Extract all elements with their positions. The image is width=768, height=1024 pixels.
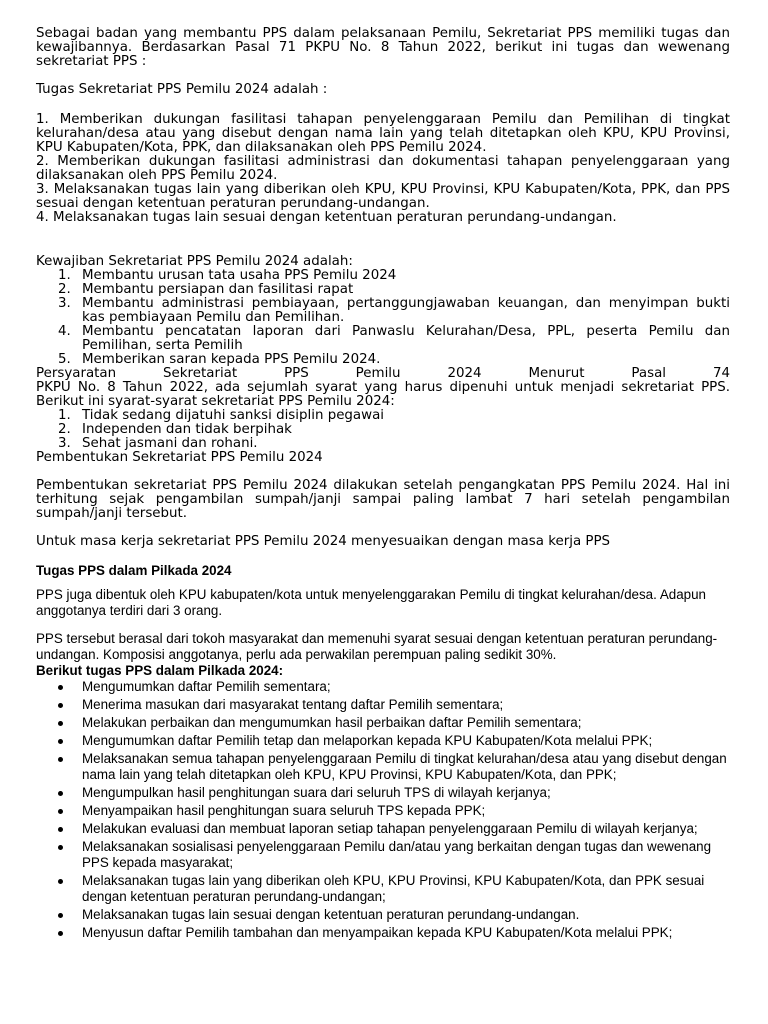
bullet-icon (58, 809, 63, 814)
pilkada-heading: Tugas PPS dalam Pilkada 2024 (36, 563, 232, 578)
bullet-icon (58, 685, 63, 690)
list-marker: 5. (58, 352, 71, 367)
list-marker: 2. (58, 282, 71, 297)
persyaratan-list (36, 409, 730, 451)
persyaratan-item (36, 437, 730, 451)
persyaratan-heading: Persyaratan Sekretariat PPS Pemilu 2024 Menurut Pasal 74 (36, 366, 730, 381)
tugas-item: 3. Melaksanakan tugas lain yang diberikan oleh KPU, KPU Provinsi, KPU Kabupaten/Kota, PPK, dan PPS sesuai dengan ketentuan peraturan perundang-undangan. (36, 182, 730, 211)
persyaratan-item (36, 423, 730, 437)
list-item (36, 697, 730, 713)
list-item-text: Melaksanakan sosialisasi penyelenggaraan Pemilu dan/atau yang berkaitan dengan tugas dan wewenang PPS kepada masyarakat; (82, 839, 712, 870)
list-item (36, 751, 730, 783)
list-item-text: Mengumumkan daftar Pemilih sementara; (82, 679, 331, 694)
tugas-heading: Tugas Sekretariat PPS Pemilu 2024 adalah : (36, 82, 328, 97)
bullet-icon (58, 845, 63, 850)
list-item (36, 715, 730, 731)
list-item-text: Membantu urusan tata usaha PPS Pemilu 2024 (82, 268, 397, 283)
list-marker: 2. (58, 422, 71, 437)
list-item-text: Melaksanakan semua tahapan penyelenggaraan Pemilu di tingkat kelurahan/desa atau yang disebut dengan nama lain yang telah ditetapkan oleh KPU, KPU Provinsi, KPU Kabupaten/Kota, dan PPK; (82, 751, 727, 782)
list-item-text: Menerima masukan dari masyarakat tentang daftar Pemilih sementara; (82, 697, 504, 712)
bullet-icon (58, 757, 63, 762)
kewajiban-item (36, 283, 730, 297)
list-item-text: Independen dan tidak berpihak (82, 422, 292, 437)
pilkada-list-heading: Berikut tugas PPS dalam Pilkada 2024: (36, 663, 284, 678)
list-item-text: Membantu administrasi pembiayaan, pertanggungjawaban keuangan, dan menyimpan bukti kas pembiayaan Pemilu dan Pemilihan. (82, 296, 730, 325)
bullet-icon (58, 931, 63, 936)
pilkada-list (36, 679, 730, 941)
pembentukan-paragraph: Pembentukan sekretariat PPS Pemilu 2024 dilakukan setelah pengangkatan PPS Pemilu 2024. Hal ini terhitung sejak pengambilan sumpah/janji sampai paling lambat 7 hari setelah pengambilan sumpah/janji tersebut. (36, 478, 730, 521)
list-item-text: Memberikan saran kepada PPS Pemilu 2024. (82, 352, 381, 367)
tugas-item: 4. Melaksanakan tugas lain sesuai dengan ketentuan peraturan perundang-undangan. (36, 210, 617, 225)
list-item-text: Sehat jasmani dan rohani. (82, 436, 258, 451)
tugas-item: 1. Memberikan dukungan fasilitasi tahapan penyelenggaraan Pemilu dan Pemilihan di tingkat kelurahan/desa atau yang disebut dengan nama lain yang telah ditetapkan oleh KPU, KPU Provinsi, KPU Kabupaten/Kota, PPK, dan dilaksanakan oleh PPS Pemilu 2024. (36, 112, 730, 155)
pembentukan-heading: Pembentukan Sekretariat PPS Pemilu 2024 (36, 450, 323, 465)
kewajiban-item (36, 269, 730, 283)
list-item-text: Melakukan perbaikan dan mengumumkan hasil perbaikan daftar Pemilih sementara; (82, 715, 582, 730)
tugas-list (36, 113, 730, 225)
list-item (36, 679, 730, 695)
list-item-text: Menyusun daftar Pemilih tambahan dan menyampaikan kepada KPU Kabupaten/Kota melalui PPK; (82, 925, 673, 940)
list-item-text: Tidak sedang dijatuhi sanksi disiplin pegawai (82, 408, 385, 423)
list-item (36, 925, 730, 941)
document-page (36, 27, 730, 943)
list-item-text: Menyampaikan hasil penghitungan suara seluruh TPS kepada PPK; (82, 803, 486, 818)
pilkada-paragraph-2: PPS tersebut berasal dari tokoh masyarakat dan memenuhi syarat sesuai dengan ketentuan peraturan perundang-undangan. Komposisi anggotanya, perlu ada perwakilan perempuan paling sedikit 30%. (36, 631, 718, 662)
list-item-text: Melakukan evaluasi dan membuat laporan setiap tahapan penyelenggaraan Pemilu di wilayah kerjanya; (82, 821, 698, 836)
bullet-icon (58, 739, 63, 744)
bullet-icon (58, 703, 63, 708)
bullet-icon (58, 879, 63, 884)
bullet-icon (58, 827, 63, 832)
list-item (36, 803, 730, 819)
tugas-item: 2. Memberikan dukungan fasilitasi administrasi dan dokumentasi tahapan penyelenggaraan yang dilaksanakan oleh PPS Pemilu 2024. (36, 154, 730, 183)
kewajiban-item (36, 297, 730, 325)
list-marker: 4. (58, 324, 71, 339)
list-marker: 1. (58, 408, 71, 423)
bullet-icon (58, 913, 63, 918)
list-item-text: Membantu persiapan dan fasilitasi rapat (82, 282, 354, 297)
persyaratan-item (36, 409, 730, 423)
pilkada-paragraph-1: PPS juga dibentuk oleh KPU kabupaten/kota untuk menyelenggarakan Pemilu di tingkat kelurahan/desa. Adapun anggotanya terdiri dari 3 orang. (36, 587, 706, 618)
list-item (36, 785, 730, 801)
kewajiban-item (36, 353, 730, 367)
list-item-text: Melaksanakan tugas lain sesuai dengan ketentuan peraturan perundang-undangan. (82, 907, 580, 922)
list-item-text: Mengumumkan daftar Pemilih tetap dan melaporkan kepada KPU Kabupaten/Kota melalui PPK; (82, 733, 653, 748)
list-item (36, 907, 730, 923)
list-item (36, 839, 730, 871)
intro-paragraph: Sebagai badan yang membantu PPS dalam pelaksanaan Pemilu, Sekretariat PPS memiliki tugas dan kewajibannya. Berdasarkan Pasal 71 PKPU No. 8 Tahun 2022, berikut ini tugas dan wewenang sekretariat PPS : (36, 26, 730, 69)
list-item (36, 821, 730, 837)
kewajiban-list (36, 269, 730, 367)
section-pilkada (36, 563, 730, 941)
kewajiban-heading: Kewajiban Sekretariat PPS Pemilu 2024 adalah: (36, 254, 353, 269)
persyaratan-paragraph: PKPU No. 8 Tahun 2022, ada sejumlah syarat yang harus dipenuhi untuk menjadi sekretariat PPS. Berikut ini syarat-syarat sekretariat PPS Pemilu 2024: (36, 380, 730, 409)
list-marker: 3. (58, 296, 71, 311)
masa-kerja-paragraph: Untuk masa kerja sekretariat PPS Pemilu 2024 menyesuaikan dengan masa kerja PPS (36, 534, 611, 549)
list-item (36, 873, 730, 905)
list-marker: 3. (58, 436, 71, 451)
list-item-text: Melaksanakan tugas lain yang diberikan oleh KPU, KPU Provinsi, KPU Kabupaten/Kota, dan PPK sesuai dengan ketentuan peraturan perundang-undangan; (82, 873, 705, 904)
kewajiban-item (36, 325, 730, 353)
bullet-icon (58, 791, 63, 796)
list-item (36, 733, 730, 749)
section-sekretariat (36, 27, 730, 549)
list-item-text: Mengumpulkan hasil penghitungan suara dari seluruh TPS di wilayah kerjanya; (82, 785, 551, 800)
bullet-icon (58, 721, 63, 726)
list-marker: 1. (58, 268, 71, 283)
list-item-text: Membantu pencatatan laporan dari Panwaslu Kelurahan/Desa, PPL, peserta Pemilu dan Pemilihan, serta Pemilih (82, 324, 730, 353)
